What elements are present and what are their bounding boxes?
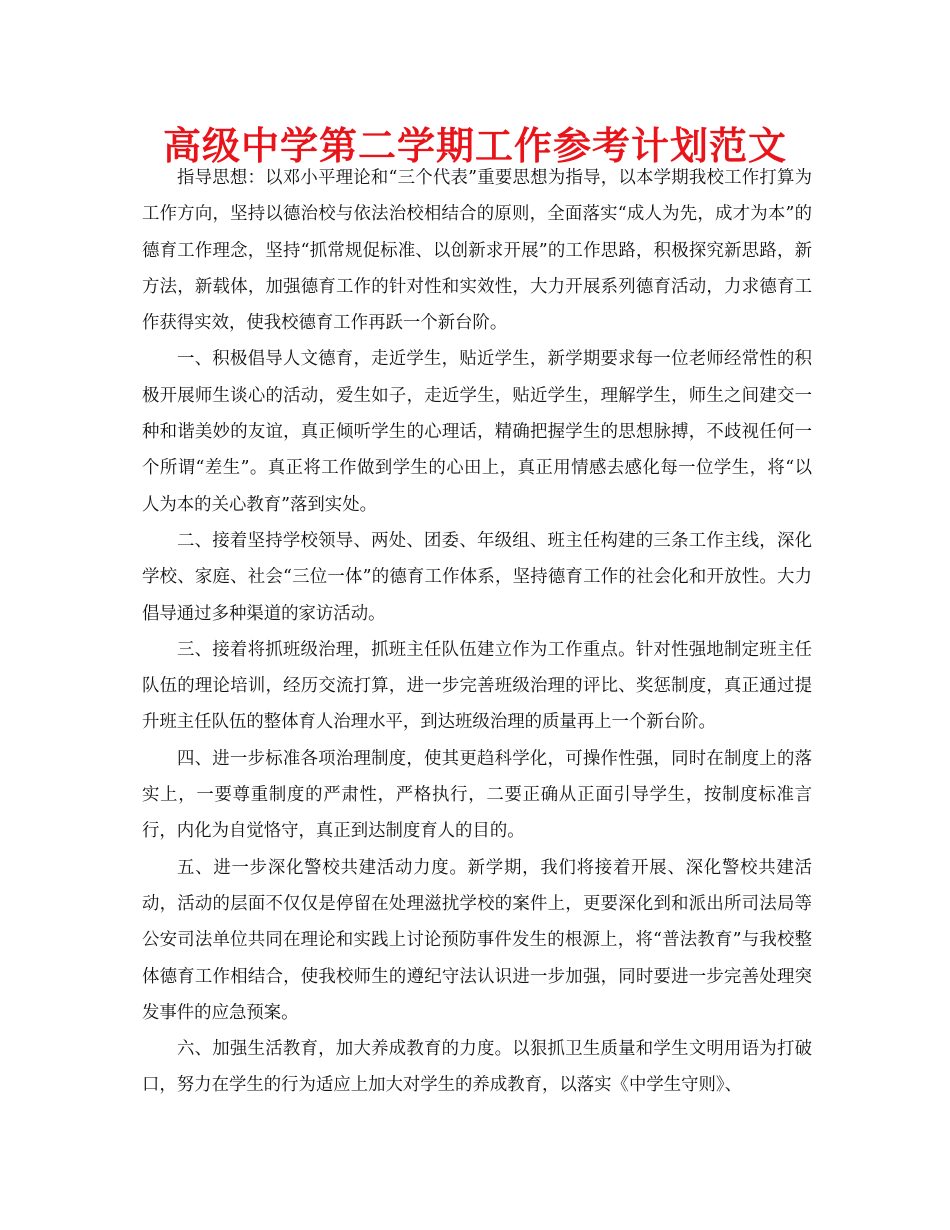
paragraph-item-1: 一、积极倡导人文德育，走近学生，贴近学生，新学期要求每一位老师经常性的积极开展师生谈心的活动，爱生如子，走近学生，贴近学生，理解学生，师生之间建交一种和谐美妙的友谊，真正倾听学生的心理话，精确把握学生的思想脉搏，不歧视任何一个所谓“差生”。真正将工作做到学生的心田上，真正用情感去感化每一位学生，将“以人为本的关心教育”落到实处。 bbox=[142, 349, 812, 515]
paragraph-item-4: 四、进一步标准各项治理制度，使其更趋科学化，可操作性强，同时在制度上的落实上，一要尊重制度的严肃性，严格执行，二要正确从正面引导学生，按制度标准言行，内化为自觉恪守，真正到达制度育人的目的。 bbox=[142, 748, 812, 842]
paragraph-item-6: 六、加强生活教育，加大养成教育的力度。以狠抓卫生质量和学生文明用语为打破口，努力在学生的行为适应上加大对学生的养成教育，以落实《中学生守则》、 bbox=[142, 1039, 812, 1096]
paragraph-guiding-ideology: 指导思想：以邓小平理论和“三个代表”重要思想为指导，以本学期我校工作打算为工作方向，坚持以德治校与依法治校相结合的原则，全面落实“成人为先，成才为本”的德育工作理念，坚持“抓常规促标准、以创新求开展”的工作思路，积极探究新思路，新方法，新载体，加强德育工作的针对性和实效性，大力开展系列德育活动，力求德育工作获得实效，使我校德育工作再跃一个新台阶。 bbox=[142, 168, 812, 334]
document-body bbox=[142, 160, 812, 1104]
paragraph-item-2: 二、接着坚持学校领导、两处、团委、年级组、班主任构建的三条工作主线，深化学校、家庭、社会“三位一体”的德育工作体系，坚持德育工作的社会化和开放性。大力倡导通过多种渠道的家访活动。 bbox=[142, 530, 812, 624]
document-title: 高级中学第二学期工作参考计划范文 bbox=[162, 124, 787, 168]
paragraph-item-3: 三、接着将抓班级治理，抓班主任队伍建立作为工作重点。针对性强地制定班主任队伍的理论培训，经历交流打算，进一步完善班级治理的评比、奖惩制度，真正通过提升班主任队伍的整体育人治理水平，到达班级治理的质量再上一个新台阶。 bbox=[142, 639, 812, 733]
paragraph-item-5: 五、进一步深化警校共建活动力度。新学期，我们将接着开展、深化警校共建活动，活动的层面不仅仅是停留在处理滋扰学校的案件上，更要深化到和派出所司法局等公安司法单位共同在理论和实践上讨论预防事件发生的根源上，将“普法教育”与我校整体德育工作相结合，使我校师生的遵纪守法认识进一步加强，同时要进一步完善处理突发事件的应急预案。 bbox=[142, 857, 812, 1023]
